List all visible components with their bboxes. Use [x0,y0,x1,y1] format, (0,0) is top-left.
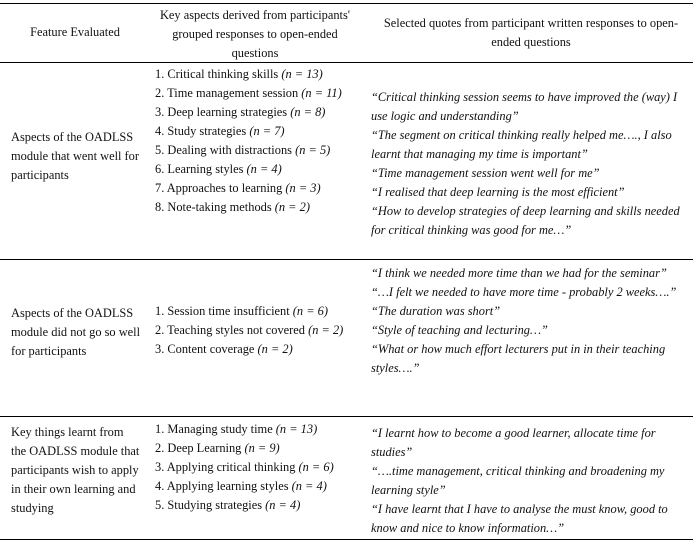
aspect-item: 4. Applying learning styles (n = 4) [155,479,327,493]
table-bottom-rule [0,539,693,540]
quote: “What or how much effort lecturers put in in their teaching styles….” [371,342,666,375]
aspect-item: 1. Managing study time (n = 13) [155,422,318,436]
aspect-item: 3. Content coverage (n = 2) [155,342,293,356]
quote: “…I felt we needed to have more time - probably 2 weeks….” [371,285,677,299]
aspect-item: 1. Critical thinking skills (n = 13) [155,67,323,81]
quote: “The segment on critical thinking really helped me…., I also learnt that managing my time is important” [371,128,672,161]
quote: “Style of teaching and lecturing…” [371,323,548,337]
table-top-rule [0,3,693,4]
quote: “I learnt how to become a good learner, allocate time for studies” [371,426,656,459]
header-quotes: Selected quotes from participant written responses to open-ended questions [383,16,679,49]
header-feature: Feature Evaluated [30,25,120,39]
header-aspects: Key aspects derived from participants' grouped responses to open-ended questions [159,8,351,60]
row-3-feature: Key things learnt from the OADLSS module that participants wish to apply in their own learning and studying [11,425,140,515]
row-1-quotes [371,88,691,240]
aspect-item: 7. Approaches to learning (n = 3) [155,181,321,195]
aspect-item: 4. Study strategies (n = 7) [155,124,285,138]
quote: “How to develop strategies of deep learning and skills needed for critical thinking was good for me…” [371,204,680,237]
aspect-item: 5. Studying strategies (n = 4) [155,498,301,512]
aspect-item: 3. Deep learning strategies (n = 8) [155,105,326,119]
quote: “Time management session went well for me” [371,166,600,180]
row-1-feature: Aspects of the OADLSS module that went well for participants [11,130,140,182]
quote: “I have learnt that I have to analyse the must know, good to know and nice to know information…” [371,502,668,535]
quote: “The duration was short” [371,304,501,318]
row-1-aspects [155,65,350,217]
quote: “Critical thinking session seems to have improved the (way) I use logic and understanding” [371,90,678,123]
aspect-item: 1. Session time insufficient (n = 6) [155,304,328,318]
row-2-feature: Aspects of the OADLSS module did not go so well for participants [11,306,141,358]
row-2-aspects [155,302,350,359]
aspect-item: 2. Teaching styles not covered (n = 2) [155,323,344,337]
aspect-item: 5. Dealing with distractions (n = 5) [155,143,331,157]
aspect-item: 6. Learning styles (n = 4) [155,162,282,176]
row-2-quotes [371,264,691,378]
aspect-item: 2. Time management session (n = 11) [155,86,342,100]
aspect-item: 8. Note-taking methods (n = 2) [155,200,310,214]
row-2-bottom-rule [0,416,693,417]
row-3-aspects [155,420,350,515]
quote: “I realised that deep learning is the most efficient” [371,185,625,199]
row-1-bottom-rule [0,259,693,260]
aspect-item: 2. Deep Learning (n = 9) [155,441,280,455]
quote: “….time management, critical thinking and broadening my learning style” [371,464,665,497]
aspect-item: 3. Applying critical thinking (n = 6) [155,460,334,474]
row-3-quotes [371,424,691,538]
quote: “I think we needed more time than we had for the seminar” [371,266,667,280]
